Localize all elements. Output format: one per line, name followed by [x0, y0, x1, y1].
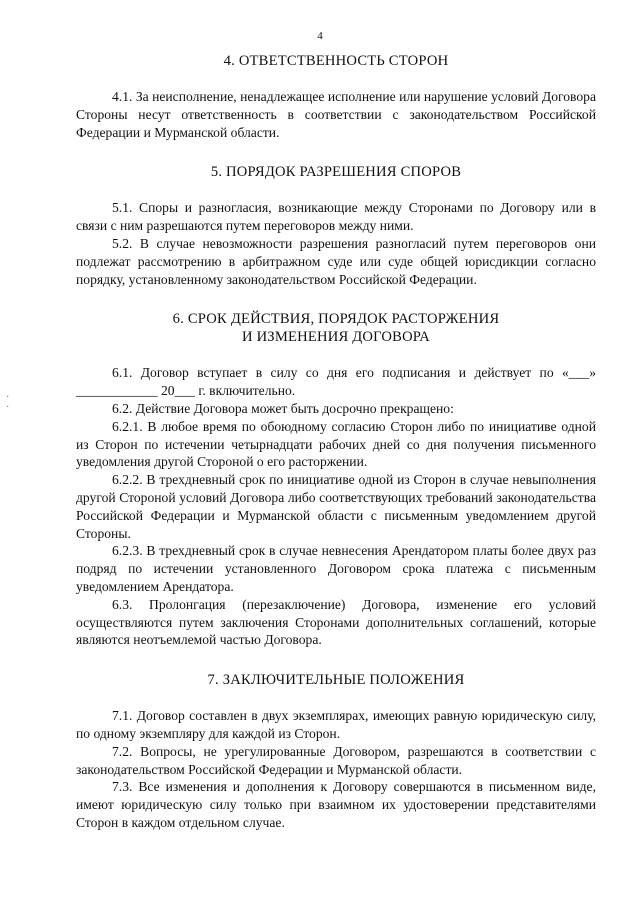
clause-6-1: 6.1. Договор вступает в силу со дня его подписания и действует по «___» ____________ 20___ г. включительно.	[76, 365, 596, 399]
section-heading-5: 5. ПОРЯДОК РАЗРЕШЕНИЯ СПОРОВ	[210, 164, 462, 181]
section-heading-6-line1: 6. СРОК ДЕЙСТВИЯ, ПОРЯДОК РАСТОРЖЕНИЯ	[172, 311, 500, 328]
page-number: 4	[317, 30, 323, 42]
section-heading-6-line2: И ИЗМЕНЕНИЯ ДОГОВОРА	[241, 329, 430, 346]
clause-5-1: 5.1. Споры и разногласия, возникающие между Сторонами по Договору или в связи с ним разрешаются путем переговоров между ними.	[76, 200, 596, 234]
clause-6-2-1: 6.2.1. В любое время по обоюдному согласию Сторон либо по инициативе одной из Сторон по истечении четырнадцати рабочих дней со дня получения письменного уведомления другой Стороной о его расторжении.	[76, 418, 596, 470]
clause-4-1: 4.1. За неисполнение, ненадлежащее исполнение или нарушение условий Договора Стороны несут ответственность в соответствии с законодательством Российской Федерации и Мурманской области.	[76, 89, 596, 140]
clause-7-2: 7.2. Вопросы, не урегулированные Договором, разрешаются в соответствии с законодательством Российской Федерации и Мурманской области.	[76, 743, 596, 777]
section-heading-6	[76, 310, 596, 346]
clause-5-2: 5.2. В случае невозможности разрешения разногласий путем переговоров они подлежат рассмотрению в арбитражном суде или суде общей юрисдикции согласно порядку, установленному законодательством Российской Федерации.	[76, 235, 596, 287]
margin-mark: ·	[6, 392, 10, 403]
section-heading-7: 7. ЗАКЛЮЧИТЕЛЬНЫЕ ПОЛОЖЕНИЯ	[207, 672, 465, 689]
document-body	[76, 52, 596, 832]
clause-6-3: 6.3. Пролонгация (перезаключение) Договора, изменение его условий осуществляются путем заключения Сторонами дополнительных соглашений, которые являются неотъемлемой частью Договора.	[76, 596, 596, 648]
clause-7-3: 7.3. Все изменения и дополнения к Договору совершаются в письменном виде, имеют юридическую силу только при взаимном их удостоверении представителями Сторон в каждом отдельном случае.	[76, 779, 596, 830]
clause-7-1: 7.1. Договор составлен в двух экземплярах, имеющих равную юридическую силу, по одному экземпляру для каждой из Сторон.	[76, 708, 596, 741]
clause-6-2-3: 6.2.3. В трехдневный срок в случае невнесения Арендатором платы более двух раз подряд по истечении установленного Договором срока платежа с письменным уведомлением Арендатора.	[76, 543, 596, 594]
section-heading-4: 4. ОТВЕТСТВЕННОСТЬ СТОРОН	[223, 53, 449, 69]
margin-mark: ·	[6, 402, 10, 413]
clause-6-2-2: 6.2.2. В трехдневный срок по инициативе одной из Сторон в случае невыполнения другой Стороной условий Договора либо соответствующих требований законодательства Российской Федерации и Мурманской области с письменным уведомлением другой Стороны.	[76, 472, 596, 541]
clause-6-2: 6.2. Действие Договора может быть досрочно прекращено:	[112, 400, 454, 416]
